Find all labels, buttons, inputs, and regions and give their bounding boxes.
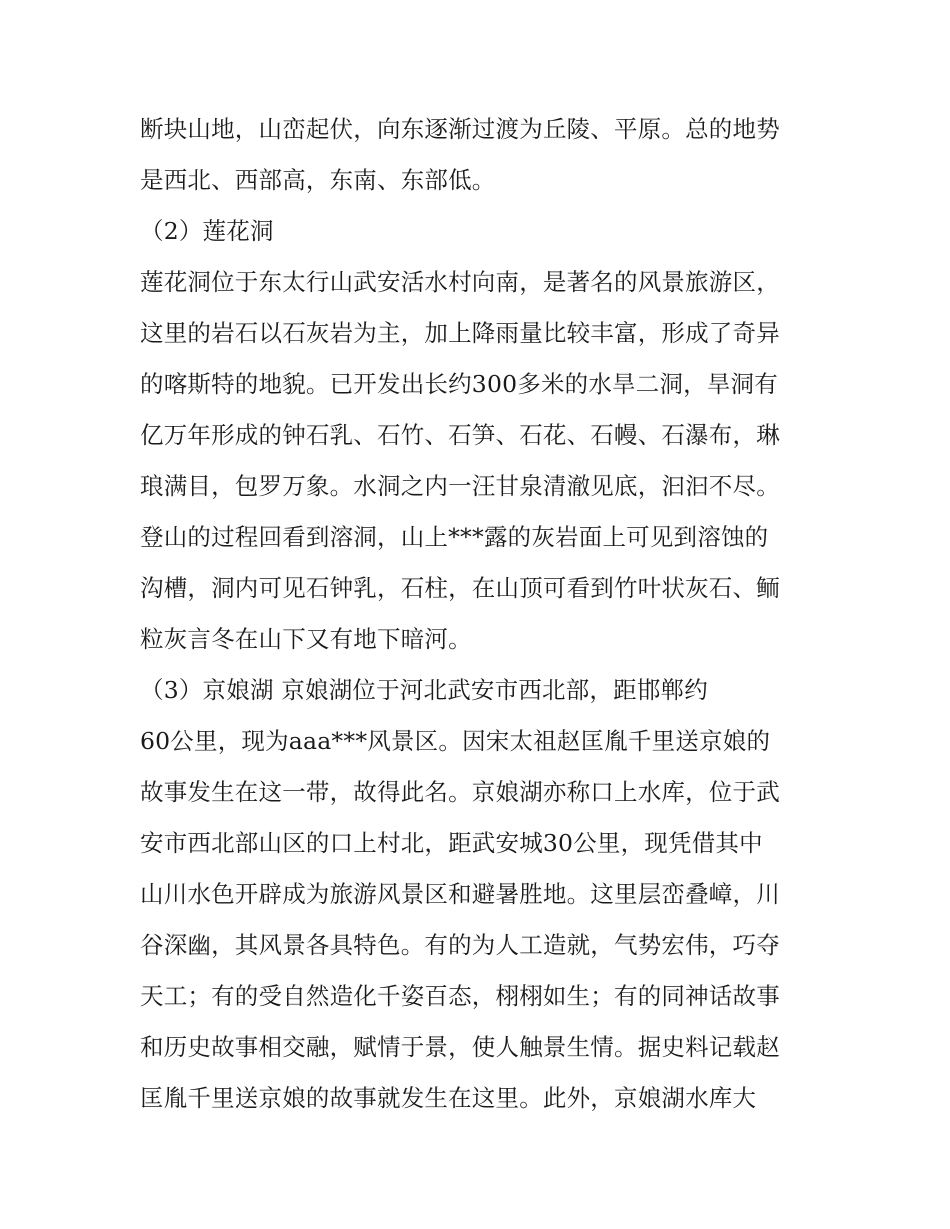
text-line: 这里的岩石以石灰岩为主，加上降雨量比较丰富，形成了奇异 bbox=[140, 319, 780, 347]
text-line: 山川水色开辟成为旅游风景区和避暑胜地。这里层峦叠嶂，川 bbox=[140, 880, 780, 908]
text-line: 安市西北部山区的口上村北，距武安城30公里，现凭借其中 bbox=[140, 829, 763, 857]
text-line: 莲花洞位于东太行山武安活水村向南，是著名的风景旅游区， bbox=[140, 268, 780, 296]
section-heading-jingniang-lake: （3）京娘湖 京娘湖位于河北武安市西北部，距邯郸约 bbox=[140, 676, 708, 704]
text-line: 粒灰言冬在山下又有地下暗河。 bbox=[140, 625, 472, 653]
text-line: 断块山地，山峦起伏，向东逐渐过渡为丘陵、平原。总的地势 bbox=[140, 115, 780, 143]
text-line: 沟槽，洞内可见石钟乳，石柱，在山顶可看到竹叶状灰石、鲕 bbox=[140, 574, 780, 602]
section-heading-lotus-cave: （2）莲花洞 bbox=[140, 217, 274, 245]
text-line: 亿万年形成的钟石乳、石竹、石笋、石花、石幔、石瀑布，琳 bbox=[140, 421, 780, 449]
text-line: 谷深幽，其风景各具特色。有的为人工造就，气势宏伟，巧夺 bbox=[140, 931, 780, 959]
text-line: 是西北、西部高，东南、东部低。 bbox=[140, 166, 496, 194]
text-line: 匡胤千里送京娘的故事就发生在这里。此外，京娘湖水库大 bbox=[140, 1084, 757, 1112]
text-line: 琅满目，包罗万象。水洞之内一汪甘泉清澈见底，汩汩不尽。 bbox=[140, 472, 780, 500]
text-line: 60公里，现为aaa***风景区。因宋太祖赵匡胤千里送京娘的 bbox=[140, 727, 771, 755]
text-line: 和历史故事相交融，赋情于景，使人触景生情。据史料记载赵 bbox=[140, 1033, 780, 1061]
text-line: 的喀斯特的地貌。已开发出长约300多米的水旱二洞，旱洞有 bbox=[140, 370, 778, 398]
text-line: 天工；有的受自然造化千姿百态，栩栩如生；有的同神话故事 bbox=[140, 982, 780, 1010]
text-line: 登山的过程回看到溶洞，山上***露的灰岩面上可见到溶蚀的 bbox=[140, 523, 769, 551]
document-body bbox=[140, 104, 820, 1124]
text-line: 故事发生在这一带，故得此名。京娘湖亦称口上水库，位于武 bbox=[140, 778, 780, 806]
